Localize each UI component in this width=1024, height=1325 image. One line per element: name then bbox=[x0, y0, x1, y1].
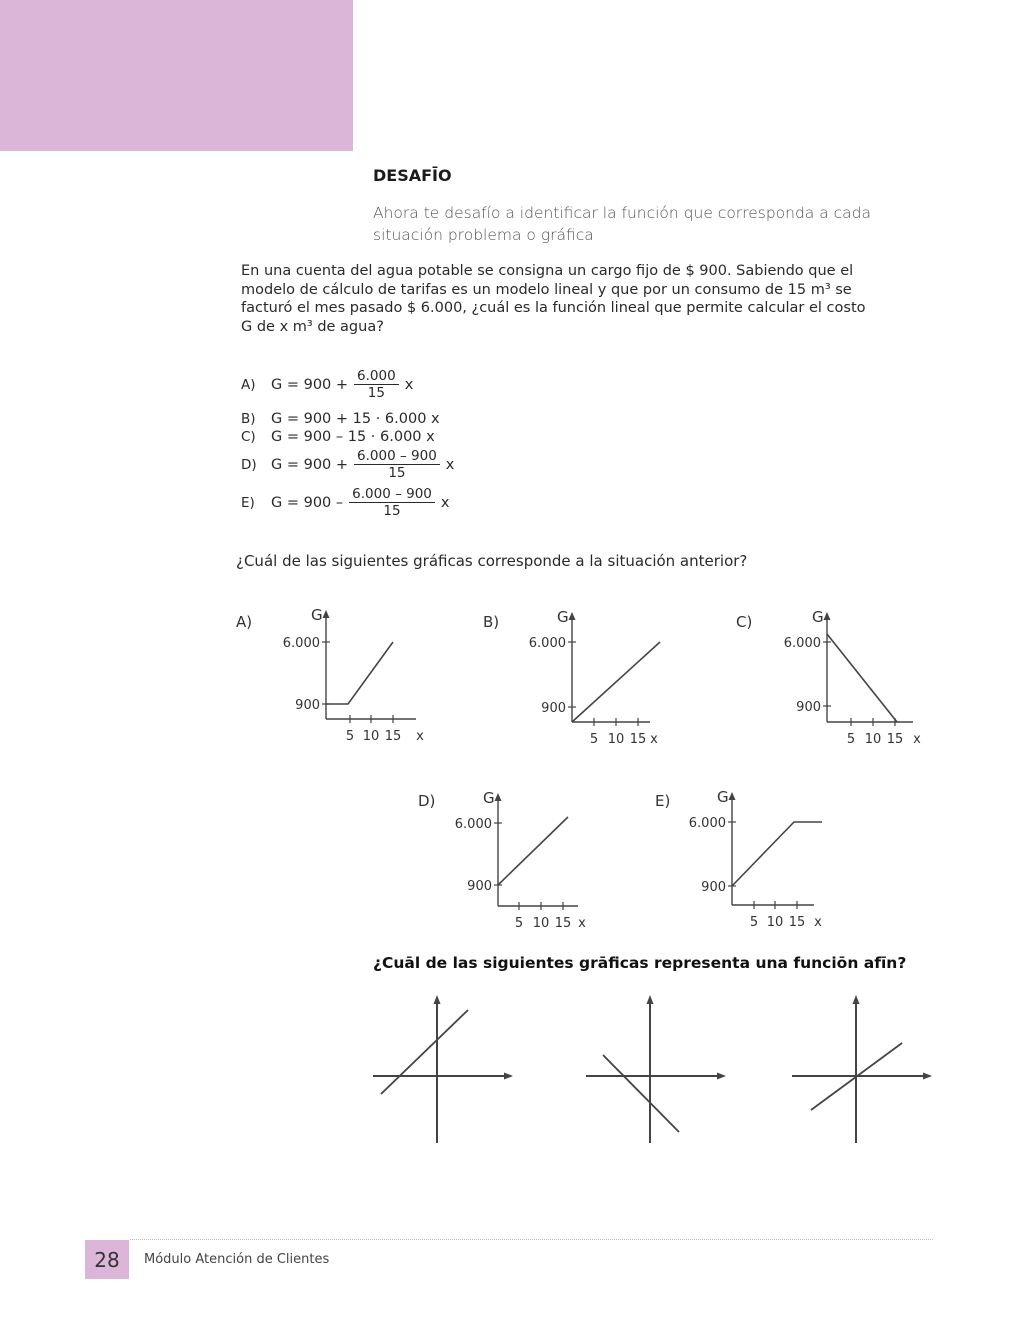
y-axis-arrow bbox=[824, 612, 831, 620]
option-suffix: x bbox=[404, 376, 414, 393]
graph-label: E) bbox=[655, 792, 671, 810]
option-suffix: x bbox=[440, 494, 450, 511]
affine-y-arrow bbox=[434, 995, 441, 1004]
x-tick-label: 15 bbox=[629, 732, 647, 747]
affine-line bbox=[381, 1010, 468, 1094]
option-prefix: G = 900 – bbox=[271, 494, 344, 511]
x-tick-label: 10 bbox=[607, 732, 625, 747]
y-axis-label: G bbox=[812, 608, 824, 626]
affine-line bbox=[811, 1043, 902, 1110]
y-axis-label: G bbox=[311, 606, 323, 624]
problem-statement bbox=[241, 262, 931, 336]
x-tick-label: 10 bbox=[864, 732, 882, 747]
problem-line: facturó el mes pasado $ 6.000, ¿cuál es la función lineal que permite calcular el costo bbox=[241, 300, 866, 316]
graph-line bbox=[827, 634, 897, 722]
option-e bbox=[241, 486, 449, 519]
option-prefix: G = 900 + bbox=[271, 376, 349, 393]
fraction-numerator: 6.000 bbox=[354, 368, 399, 385]
option-label: D) bbox=[241, 456, 257, 473]
fraction-denominator: 15 bbox=[383, 503, 401, 519]
affine-x-arrow bbox=[923, 1073, 932, 1080]
graph-line bbox=[326, 642, 393, 704]
y-axis-arrow bbox=[495, 793, 502, 801]
y-tick-label: 900 bbox=[467, 879, 492, 894]
x-axis-label: x bbox=[650, 732, 658, 747]
section-title: DESAFĪO bbox=[373, 166, 452, 185]
y-axis-label: G bbox=[483, 789, 495, 807]
affine-y-arrow bbox=[853, 995, 860, 1004]
x-tick-label: 15 bbox=[554, 916, 572, 931]
x-tick-label: 5 bbox=[589, 732, 599, 747]
option-suffix: x bbox=[445, 456, 455, 473]
x-tick-label: 15 bbox=[886, 732, 904, 747]
y-tick-label: 6.000 bbox=[688, 816, 726, 831]
x-tick-label: 10 bbox=[532, 916, 550, 931]
option-fraction bbox=[354, 448, 440, 481]
problem-line: G de x m³ de agua? bbox=[241, 318, 384, 335]
y-tick-label: 900 bbox=[295, 698, 320, 713]
option-fraction bbox=[349, 486, 435, 519]
option-fraction bbox=[354, 368, 399, 401]
affine-y-arrow bbox=[647, 995, 654, 1004]
y-axis-arrow bbox=[323, 610, 330, 618]
y-tick-label: 6.000 bbox=[282, 636, 320, 651]
graph-label: B) bbox=[483, 613, 500, 631]
decorative-header-block bbox=[0, 0, 353, 151]
option-label: A) bbox=[241, 376, 256, 393]
x-axis-label: x bbox=[814, 915, 822, 930]
fraction-numerator: 6.000 – 900 bbox=[354, 448, 440, 465]
question-graphs: ¿Cuál de las siguientes gráficas corresponde a la situación anterior? bbox=[236, 552, 748, 570]
footer-divider bbox=[130, 1239, 933, 1240]
x-axis-label: x bbox=[913, 732, 921, 747]
intro-text: Ahora te desafío a identificar la función que corresponda a cada situación problema o gráfica bbox=[373, 204, 872, 244]
x-tick-label: 5 bbox=[345, 729, 355, 744]
x-axis-label: x bbox=[578, 916, 586, 931]
y-tick-label: 900 bbox=[541, 701, 566, 716]
x-tick-label: 5 bbox=[514, 916, 524, 931]
option-label: C) bbox=[241, 429, 256, 445]
option-c bbox=[241, 429, 435, 445]
y-axis-arrow bbox=[569, 612, 576, 620]
problem-line: En una cuenta del agua potable se consigna un cargo fijo de $ 900. Sabiendo que el bbox=[241, 263, 854, 279]
y-axis-label: G bbox=[557, 608, 569, 626]
option-a bbox=[241, 368, 413, 401]
option-label: B) bbox=[241, 411, 256, 427]
graph-line bbox=[732, 822, 822, 886]
affine-line bbox=[603, 1055, 679, 1132]
graph-label: C) bbox=[736, 613, 753, 631]
graph-line bbox=[572, 642, 660, 722]
y-tick-label: 900 bbox=[796, 700, 821, 715]
x-axis-label: x bbox=[416, 729, 424, 744]
graph-label: A) bbox=[236, 613, 253, 631]
option-label: E) bbox=[241, 494, 255, 511]
x-tick-label: 15 bbox=[788, 915, 806, 930]
option-text: G = 900 – 15 · 6.000 x bbox=[271, 429, 435, 445]
problem-line: modelo de cálculo de tarifas es un modelo lineal y que por un consumo de 15 m³ se bbox=[241, 281, 852, 298]
fraction-denominator: 15 bbox=[367, 385, 385, 401]
option-b bbox=[241, 411, 440, 427]
question-affine: ¿Cuāl de las siguientes grāficas representa una funciōn afīn? bbox=[373, 954, 907, 972]
x-tick-label: 10 bbox=[766, 915, 784, 930]
y-tick-label: 6.000 bbox=[528, 636, 566, 651]
y-axis-label: G bbox=[717, 788, 729, 806]
fraction-numerator: 6.000 – 900 bbox=[349, 486, 435, 503]
affine-x-arrow bbox=[717, 1073, 726, 1080]
graph-line bbox=[498, 817, 568, 885]
y-axis-arrow bbox=[729, 792, 736, 800]
footer-module-name: Módulo Atención de Clientes bbox=[144, 1252, 330, 1267]
option-d bbox=[241, 448, 454, 481]
y-tick-label: 6.000 bbox=[454, 817, 492, 832]
graph-label: D) bbox=[418, 792, 436, 810]
x-tick-label: 10 bbox=[362, 729, 380, 744]
page-number: 28 bbox=[85, 1240, 129, 1279]
x-tick-label: 15 bbox=[384, 729, 402, 744]
affine-x-arrow bbox=[504, 1073, 513, 1080]
y-tick-label: 6.000 bbox=[783, 636, 821, 651]
x-tick-label: 5 bbox=[749, 915, 759, 930]
option-prefix: G = 900 + bbox=[271, 456, 349, 473]
option-text: G = 900 + 15 · 6.000 x bbox=[271, 411, 440, 427]
y-tick-label: 900 bbox=[701, 880, 726, 895]
x-tick-label: 5 bbox=[846, 732, 856, 747]
fraction-denominator: 15 bbox=[388, 465, 406, 481]
